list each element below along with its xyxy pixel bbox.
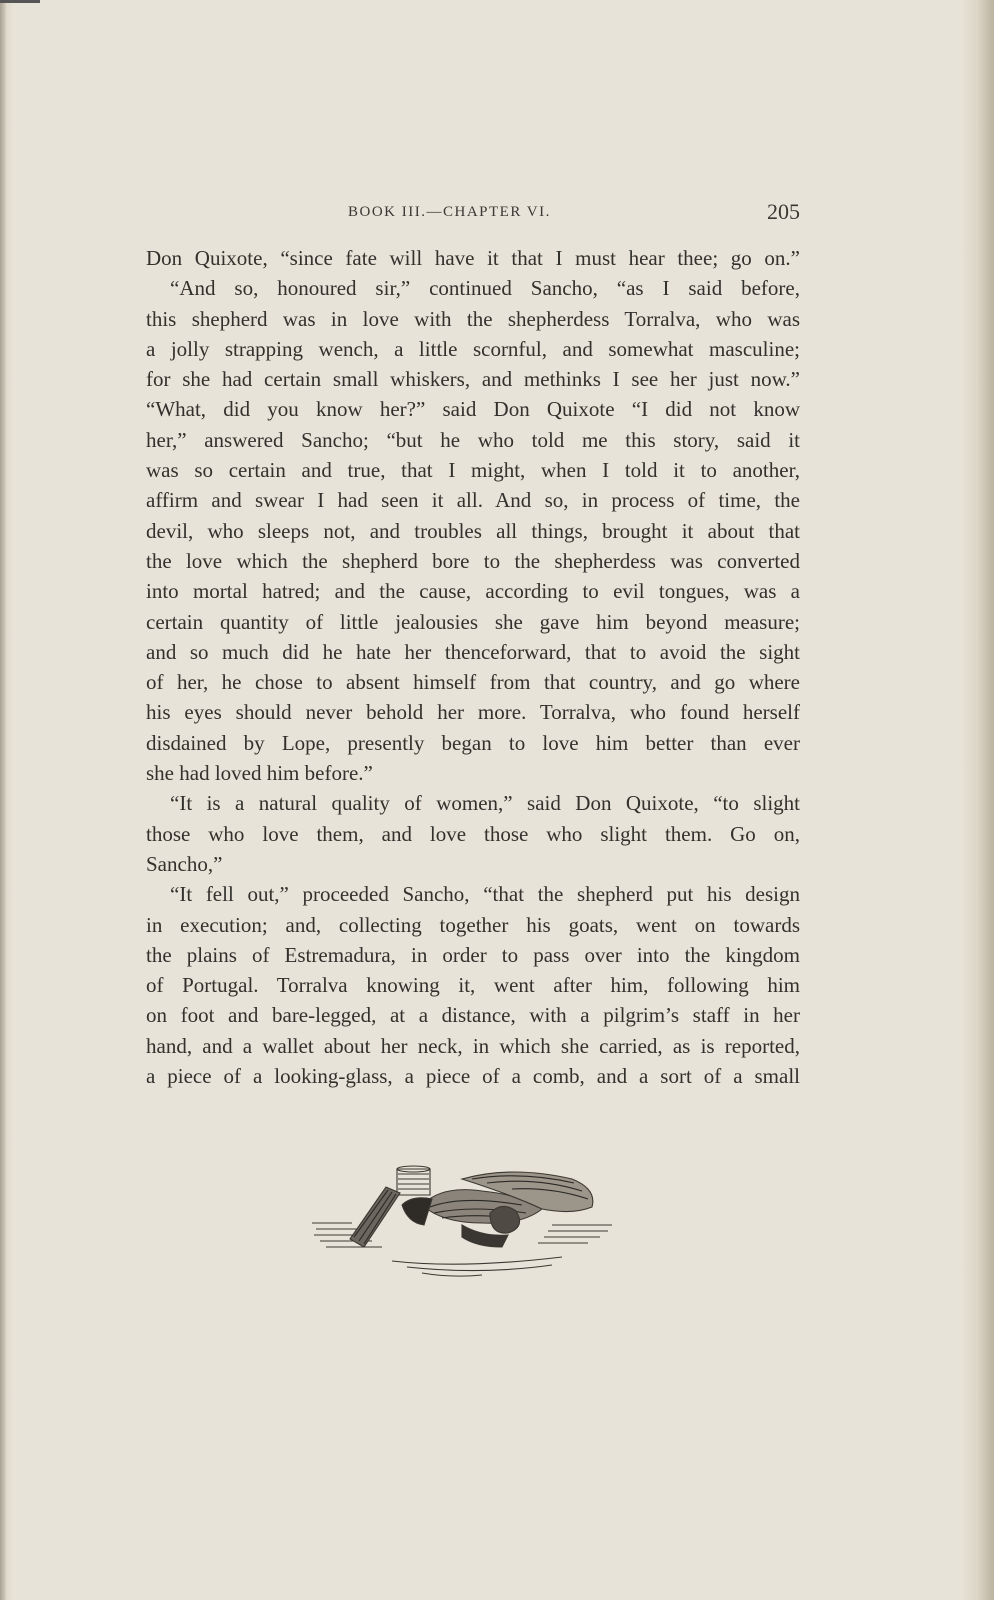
text-line: of her, he chose to absent himself from that country, and go where bbox=[146, 670, 800, 695]
running-head: BOOK III.—CHAPTER VI. bbox=[348, 204, 551, 220]
engraving-still-life-icon bbox=[312, 1165, 624, 1283]
text-line: and so much did he hate her thenceforward, that to avoid the sight bbox=[146, 639, 800, 664]
page-header bbox=[146, 199, 800, 225]
text-line: on foot and bare-legged, at a distance, with a pilgrim’s staff in her bbox=[146, 1003, 800, 1028]
text-line: “It fell out,” proceeded Sancho, “that the shepherd put his design bbox=[170, 882, 800, 907]
text-line: her,” answered Sancho; “but he who told me this story, said it bbox=[146, 427, 800, 452]
text-line: a jolly strapping wench, a little scornful, and somewhat masculine; bbox=[146, 336, 800, 361]
text-line: “What, did you know her?” said Don Quixote “I did not know bbox=[146, 397, 800, 422]
text-line: of Portugal. Torralva knowing it, went after him, following him bbox=[146, 973, 800, 998]
text-line: she had loved him before.” bbox=[146, 761, 373, 786]
text-line: a piece of a looking-glass, a piece of a comb, and a sort of a small bbox=[146, 1064, 800, 1089]
text-line: his eyes should never behold her more. Torralva, who found herself bbox=[146, 700, 800, 725]
page-number: 205 bbox=[767, 199, 800, 224]
text-line: “It is a natural quality of women,” said Don Quixote, “to slight bbox=[170, 791, 800, 816]
top-scan-mark bbox=[0, 0, 40, 3]
text-line: this shepherd was in love with the shepherdess Torralva, who was bbox=[146, 306, 800, 331]
text-line: certain quantity of little jealousies she gave him beyond measure; bbox=[146, 609, 800, 634]
text-line: in execution; and, collecting together his goats, went on towards bbox=[146, 912, 800, 937]
text-line: was so certain and true, that I might, when I told it to another, bbox=[146, 458, 800, 483]
text-line: disdained by Lope, presently began to love him better than ever bbox=[146, 730, 800, 755]
text-line: “And so, honoured sir,” continued Sancho, “as I said before, bbox=[170, 276, 800, 301]
page-right-edge bbox=[976, 0, 994, 1600]
text-line: the love which the shepherd bore to the shepherdess was converted bbox=[146, 548, 800, 573]
body-text bbox=[146, 243, 800, 1091]
text-line: the plains of Estremadura, in order to pass over into the kingdom bbox=[146, 942, 800, 967]
text-line: for she had certain small whiskers, and methinks I see her just now.” bbox=[146, 367, 800, 392]
text-line: Sancho,” bbox=[146, 851, 223, 876]
text-line: into mortal hatred; and the cause, according to evil tongues, was a bbox=[146, 579, 800, 604]
text-line: hand, and a wallet about her neck, in which she carried, as is reported, bbox=[146, 1033, 800, 1058]
text-line: those who love them, and love those who slight them. Go on, bbox=[146, 821, 800, 846]
text-line: devil, who sleeps not, and troubles all things, brought it about that bbox=[146, 518, 800, 543]
text-line: affirm and swear I had seen it all. And so, in process of time, the bbox=[146, 488, 800, 513]
page-left-edge bbox=[0, 0, 6, 1600]
text-line: Don Quixote, “since fate will have it that I must hear thee; go on.” bbox=[146, 246, 800, 270]
